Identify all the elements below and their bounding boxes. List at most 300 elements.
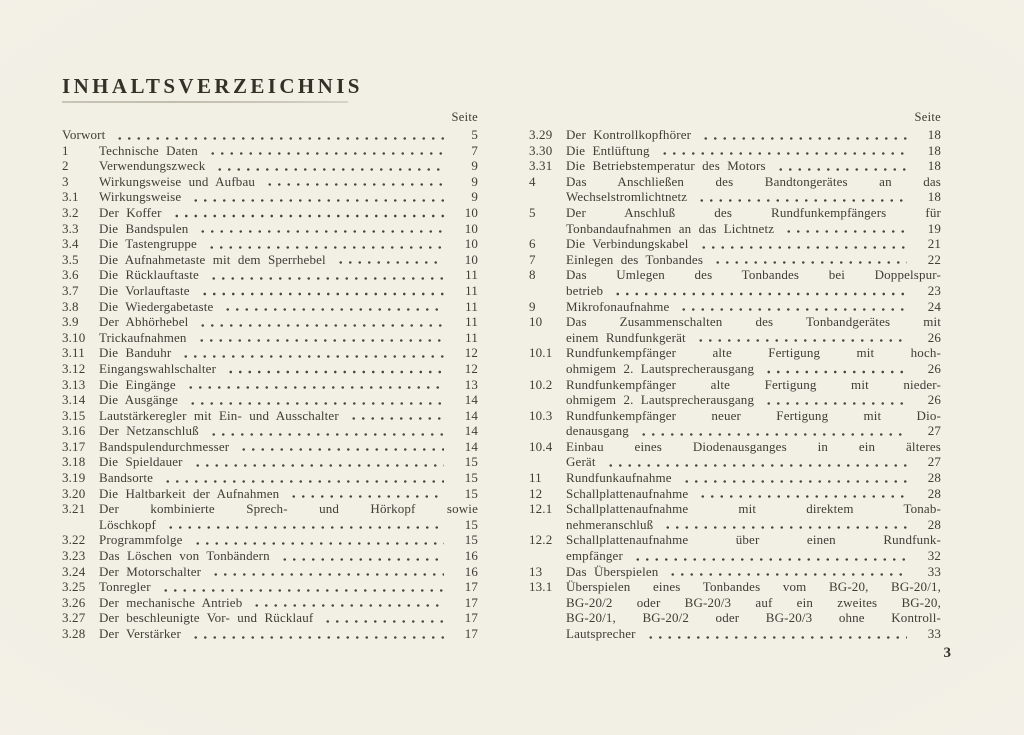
entry-title: Eingangswahlschalter: [99, 360, 217, 376]
indent-spacer: [529, 361, 566, 377]
entry-title: BG-20/2 oder BG-20/3 auf ein zweites BG-20,: [566, 594, 941, 610]
entry-title: Die Rücklauftaste: [99, 267, 199, 283]
entry-title: Der Motorschalter: [99, 563, 202, 579]
toc-row: [62, 267, 478, 283]
indent-spacer: [62, 517, 99, 533]
entry-page-number: 19: [927, 220, 941, 236]
dot-leader: [774, 158, 907, 174]
entry-number: 3.4: [62, 236, 79, 252]
dot-leader: [170, 205, 444, 221]
toc-row: [62, 392, 478, 408]
entry-page-number: 16: [464, 548, 478, 564]
dot-leader: [661, 517, 907, 533]
toc-row: [62, 377, 478, 393]
entry-page-number: 17: [464, 579, 478, 595]
page-number: 3: [943, 645, 951, 661]
dot-leader: [113, 127, 444, 143]
dot-leader: [189, 626, 444, 642]
entry-page-number: 26: [927, 360, 941, 376]
indent-spacer: [529, 595, 566, 611]
entry-page-number: 15: [464, 532, 478, 548]
toc-row: [529, 486, 941, 502]
entry-number: 1: [62, 142, 69, 158]
entry-number: 3.26: [62, 594, 86, 610]
toc-row: [62, 330, 478, 346]
entry-number: 10.1: [529, 345, 553, 361]
entry-number: 3.17: [62, 438, 86, 454]
entry-page-number: 32: [927, 548, 941, 564]
dot-leader: [198, 283, 444, 299]
entry-number: 3.14: [62, 392, 86, 408]
toc-row: [62, 174, 478, 190]
dot-leader: [221, 299, 444, 315]
entry-number: 3.13: [62, 376, 86, 392]
entry-title: Das Löschen von Tonbändern: [99, 548, 270, 564]
dot-leader: [697, 236, 907, 252]
entry-page-number: 11: [465, 314, 478, 330]
toc-row: [529, 283, 941, 299]
toc-row: [529, 454, 941, 470]
entry-title: Die Bandspulen: [99, 220, 189, 236]
toc-row: [62, 532, 478, 548]
entry-title: Überspielen eines Tonbandes vom BG-20, BG-20/1,: [566, 579, 941, 595]
entry-title: nehmeranschluß: [566, 516, 654, 532]
toc-row: [62, 236, 478, 252]
toc-row: [62, 439, 478, 455]
entry-number: 3.6: [62, 267, 79, 283]
entry-title: Der Verstärker: [99, 626, 181, 641]
entry-title: Die Aufnahmetaste mit dem Sperrhebel: [99, 251, 326, 267]
entry-page-number: 16: [464, 563, 478, 579]
entry-page-number: 15: [464, 454, 478, 470]
entry-number: 13.1: [529, 579, 553, 595]
page-title: INHALTSVERZEICHNIS: [62, 74, 363, 98]
toc-row: [529, 610, 941, 626]
toc-row: [62, 548, 478, 564]
toc-row: [62, 143, 478, 159]
toc-row: [529, 548, 941, 564]
toc-row: [62, 314, 478, 330]
entry-page-number: 14: [464, 438, 478, 454]
entry-number: 10.3: [529, 407, 553, 423]
dot-leader: [782, 221, 907, 237]
entry-title: Einlegen des Tonbandes: [566, 251, 704, 267]
entry-number: 9: [529, 298, 536, 314]
title-underline: [62, 101, 348, 103]
entry-number: 3.22: [62, 532, 86, 548]
entry-title: Schallplattenaufnahme: [566, 485, 689, 501]
toc-row: [529, 314, 941, 330]
entry-number: 10.2: [529, 376, 553, 392]
entry-title: Der Kontrollkopfhörer: [566, 127, 692, 142]
entry-page-number: 18: [927, 142, 941, 158]
entry-number: 10: [529, 314, 543, 330]
entry-title: Der Koffer: [99, 204, 162, 220]
toc-row: [529, 377, 941, 393]
dot-leader: [207, 423, 444, 439]
dot-leader: [195, 330, 444, 346]
entry-number: 3: [62, 173, 69, 189]
dot-leader: [321, 610, 444, 626]
entry-page-number: 18: [927, 127, 941, 142]
dot-leader: [184, 377, 444, 393]
indent-spacer: [529, 610, 566, 626]
entry-title: Rundfunkempfänger alte Fertigung mit nieder-: [566, 376, 941, 392]
entry-page-number: 14: [464, 407, 478, 423]
entry-page-number: 14: [464, 392, 478, 408]
entry-title: Lautsprecher: [566, 626, 636, 641]
entry-page-number: 9: [471, 189, 478, 205]
indent-spacer: [529, 392, 566, 408]
dot-leader: [189, 189, 444, 205]
toc-row: [62, 610, 478, 626]
entry-title: ohmigem 2. Lautsprecherausgang: [566, 360, 755, 376]
entry-page-number: 13: [464, 376, 478, 392]
dot-leader: [161, 470, 444, 486]
entry-number: 3.3: [62, 220, 79, 236]
entry-title: Bandspulendurchmesser: [99, 438, 230, 454]
dot-leader: [699, 127, 907, 143]
dot-leader: [164, 517, 444, 533]
entry-title: Das Umlegen des Tonbandes bei Doppelspur-: [566, 267, 941, 283]
entry-page-number: 10: [464, 204, 478, 220]
toc-row: [529, 564, 941, 580]
toc-row: [62, 127, 478, 143]
dot-leader: [186, 392, 444, 408]
entry-title: Tonbandaufnahmen an das Lichtnetz: [566, 220, 775, 236]
dot-leader: [604, 454, 907, 470]
entry-number: 3.25: [62, 579, 86, 595]
toc-row: [529, 345, 941, 361]
dot-leader: [347, 408, 444, 424]
dot-leader: [631, 548, 907, 564]
entry-title: ohmigem 2. Lautsprecherausgang: [566, 392, 755, 408]
toc-row: [62, 158, 478, 174]
entry-page-number: 23: [927, 282, 941, 298]
entry-title: Programmfolge: [99, 532, 183, 548]
entry-title: Wirkungsweise: [99, 189, 182, 205]
toc-row: [529, 330, 941, 346]
toc-row: [529, 392, 941, 408]
toc-row: [62, 486, 478, 502]
entry-number: 2: [62, 158, 69, 174]
entry-title: Die Betriebstemperatur des Motors: [566, 158, 766, 174]
toc-row: [62, 454, 478, 470]
entry-page-number: 9: [471, 173, 478, 189]
indent-spacer: [529, 189, 566, 205]
entry-title: Schallplattenaufnahme mit direktem Tonab-: [566, 501, 941, 517]
toc-row: [62, 579, 478, 595]
entry-title: Der Anschluß des Rundfunkempfängers für: [566, 204, 941, 220]
entry-number: 12.1: [529, 501, 553, 517]
toc-row: [62, 345, 478, 361]
toc-row: [529, 470, 941, 486]
toc-row: [62, 626, 478, 642]
entry-number: 12.2: [529, 532, 553, 548]
dot-leader: [191, 532, 444, 548]
entry-page-number: 21: [927, 236, 941, 252]
toc-row: [62, 283, 478, 299]
toc-row: [62, 205, 478, 221]
entry-number: 3.27: [62, 610, 86, 626]
entry-page-number: 24: [927, 298, 941, 314]
entry-title: Vorwort: [62, 127, 106, 142]
toc-row: [529, 252, 941, 268]
toc-row: [529, 299, 941, 315]
indent-spacer: [529, 548, 566, 564]
toc-row: [529, 205, 941, 221]
entry-title: Rundfunkaufnahme: [566, 470, 672, 486]
entry-number: 5: [529, 204, 536, 220]
dot-leader: [278, 548, 444, 564]
indent-spacer: [529, 517, 566, 533]
dot-leader: [680, 470, 907, 486]
entry-number: 3.5: [62, 251, 79, 267]
entry-number: 3.31: [529, 158, 553, 174]
entry-page-number: 10: [464, 236, 478, 252]
entry-page-number: 33: [927, 626, 941, 641]
toc-row: [529, 626, 941, 642]
entry-title: Trickaufnahmen: [99, 329, 187, 345]
entry-title: Gerät: [566, 454, 596, 470]
entry-page-number: 28: [927, 485, 941, 501]
dot-leader: [695, 189, 907, 205]
toc-row: [529, 408, 941, 424]
entry-number: 3.19: [62, 470, 86, 486]
dot-leader: [711, 252, 907, 268]
entry-title: Tonregler: [99, 579, 151, 595]
toc-row: [529, 579, 941, 595]
dot-leader: [196, 314, 444, 330]
dot-leader: [694, 330, 907, 346]
toc-row: [529, 174, 941, 190]
indent-spacer: [529, 221, 566, 237]
entry-page-number: 14: [464, 423, 478, 439]
entry-page-number: 26: [927, 392, 941, 408]
entry-page-number: 10: [464, 251, 478, 267]
entry-title: Die Spieldauer: [99, 454, 183, 470]
toc-row: [62, 517, 478, 533]
dot-leader: [224, 361, 444, 377]
entry-title: Wirkungsweise und Aufbau: [99, 173, 256, 189]
entry-number: 10.4: [529, 438, 553, 454]
entry-page-number: 17: [464, 610, 478, 626]
toc-row: [529, 595, 941, 611]
entry-title: BG-20/1, BG-20/2 oder BG-20/3 ohne Kontroll-: [566, 610, 941, 626]
dot-leader: [191, 454, 444, 470]
entry-title: Der Netzanschluß: [99, 423, 199, 439]
entry-title: betrieb: [566, 282, 604, 298]
toc-row: [529, 439, 941, 455]
indent-spacer: [529, 626, 566, 642]
dot-leader: [658, 143, 907, 159]
toc-row: [529, 423, 941, 439]
indent-spacer: [529, 283, 566, 299]
entry-number: 13: [529, 563, 543, 579]
toc-row: [529, 532, 941, 548]
toc-row: [529, 143, 941, 159]
dot-leader: [206, 143, 444, 159]
indent-spacer: [529, 423, 566, 439]
entry-title: Mikrofonaufnahme: [566, 298, 670, 314]
toc-row: [62, 470, 478, 486]
dot-leader: [237, 439, 444, 455]
dot-leader: [611, 283, 907, 299]
dot-leader: [677, 299, 907, 315]
entry-number: 7: [529, 251, 536, 267]
entry-title: Bandsorte: [99, 470, 154, 486]
dot-leader: [696, 486, 907, 502]
entry-title: Löschkopf: [99, 516, 156, 532]
dot-leader: [334, 252, 444, 268]
toc-row: [62, 564, 478, 580]
indent-spacer: [529, 330, 566, 346]
entry-number: 3.23: [62, 548, 86, 564]
toc-row: [529, 361, 941, 377]
entry-number: 11: [529, 470, 542, 486]
entry-page-number: 12: [464, 360, 478, 376]
dot-leader: [196, 221, 444, 237]
entry-title: empfänger: [566, 548, 623, 564]
dot-leader: [205, 236, 444, 252]
entry-page-number: 17: [464, 594, 478, 610]
toc-row: [62, 423, 478, 439]
entry-title: Die Verbindungskabel: [566, 236, 689, 252]
dot-leader: [250, 595, 444, 611]
entry-page-number: 5: [471, 127, 478, 142]
entry-number: 3.20: [62, 485, 86, 501]
toc-row: [529, 221, 941, 237]
entry-page-number: 11: [465, 298, 478, 314]
entry-title: Einbau eines Diodenausganges in ein älteres: [566, 438, 941, 454]
dot-leader: [762, 392, 907, 408]
entry-number: 8: [529, 267, 536, 283]
toc-row: [529, 501, 941, 517]
toc-row: [62, 501, 478, 517]
entry-number: 4: [529, 173, 536, 189]
toc-row: [62, 221, 478, 237]
entry-page-number: 27: [927, 423, 941, 439]
entry-title: einem Rundfunkgerät: [566, 329, 686, 345]
entry-page-number: 7: [471, 142, 478, 158]
entry-number: 3.12: [62, 360, 86, 376]
entry-title: Die Eingänge: [99, 376, 176, 392]
entry-title: Die Banduhr: [99, 345, 172, 361]
entry-page-number: 18: [927, 158, 941, 174]
dot-leader: [159, 579, 444, 595]
entry-number: 3.30: [529, 142, 553, 158]
indent-spacer: [529, 454, 566, 470]
toc-row: [62, 595, 478, 611]
dot-leader: [213, 158, 444, 174]
entry-page-number: 15: [464, 470, 478, 486]
entry-number: 3.16: [62, 423, 86, 439]
toc-row: [62, 189, 478, 205]
entry-title: Das Anschließen des Bandtongerätes an das: [566, 173, 941, 189]
entry-title: Die Haltbarkeit der Aufnahmen: [99, 485, 280, 501]
entry-page-number: 28: [927, 516, 941, 532]
dot-leader: [263, 174, 444, 190]
entry-number: 3.10: [62, 329, 86, 345]
entry-number: 3.21: [62, 501, 86, 517]
toc-row: [62, 408, 478, 424]
entry-title: Die Tastengruppe: [99, 236, 197, 252]
entry-number: 3.8: [62, 298, 79, 314]
entry-number: 3.2: [62, 204, 79, 220]
entry-title: denausgang: [566, 423, 629, 439]
entry-number: 3.29: [529, 127, 553, 142]
entry-page-number: 27: [927, 454, 941, 470]
entry-page-number: 11: [465, 267, 478, 283]
entry-title: Das Überspielen: [566, 563, 659, 579]
entry-title: Die Ausgänge: [99, 392, 178, 408]
entry-title: Der kombinierte Sprech- und Hörkopf sowie: [99, 501, 478, 517]
toc-row: [529, 189, 941, 205]
toc-row: [529, 158, 941, 174]
entry-number: 3.11: [62, 345, 85, 361]
entry-title: Verwendungszweck: [99, 158, 206, 174]
entry-number: 3.7: [62, 282, 79, 298]
entry-number: 3.28: [62, 626, 86, 641]
entry-title: Lautstärkeregler mit Ein- und Ausschalter: [99, 407, 339, 423]
entry-title: Der beschleunigte Vor- und Rücklauf: [99, 610, 314, 626]
entry-title: Wechselstromlichtnetz: [566, 189, 688, 205]
entry-page-number: 28: [927, 470, 941, 486]
entry-title: Der Abhörhebel: [99, 314, 189, 330]
toc-column-left: [62, 127, 478, 642]
entry-number: 6: [529, 236, 536, 252]
dot-leader: [762, 361, 907, 377]
dot-leader: [666, 564, 907, 580]
entry-number: 3.24: [62, 563, 86, 579]
entry-number: 3.15: [62, 407, 86, 423]
entry-page-number: 15: [464, 516, 478, 532]
entry-page-number: 26: [927, 329, 941, 345]
dot-leader: [179, 345, 444, 361]
entry-page-number: 22: [927, 251, 941, 267]
entry-title: Die Vorlauftaste: [99, 282, 190, 298]
entry-title: Das Zusammenschalten des Tonbandgerätes mit: [566, 314, 941, 330]
entry-page-number: 11: [465, 282, 478, 298]
entry-title: Technische Daten: [99, 142, 198, 158]
dot-leader: [637, 423, 907, 439]
entry-number: 3.9: [62, 314, 79, 330]
entry-number: 3.18: [62, 454, 86, 470]
toc-row: [62, 299, 478, 315]
entry-title: Rundfunkempfänger alte Fertigung mit hoch-: [566, 345, 941, 361]
seite-header-right: Seite: [914, 110, 941, 124]
entry-title: Schallplattenaufnahme über einen Rundfunk-: [566, 532, 941, 548]
entry-page-number: 10: [464, 220, 478, 236]
entry-page-number: 12: [464, 345, 478, 361]
dot-leader: [209, 564, 444, 580]
dot-leader: [287, 486, 444, 502]
entry-page-number: 33: [927, 563, 941, 579]
entry-title: Die Wiedergabetaste: [99, 298, 214, 314]
entry-page-number: 9: [471, 158, 478, 174]
dot-leader: [644, 626, 907, 642]
entry-title: Die Entlüftung: [566, 142, 650, 158]
toc-row: [529, 517, 941, 533]
entry-title: Der mechanische Antrieb: [99, 594, 243, 610]
toc-row: [529, 267, 941, 283]
entry-title: Rundfunkempfänger neuer Fertigung mit Dio-: [566, 407, 941, 423]
dot-leader: [207, 267, 444, 283]
entry-page-number: 17: [464, 626, 478, 641]
toc-column-right: [529, 127, 941, 642]
entry-page-number: 15: [464, 485, 478, 501]
entry-page-number: 11: [465, 329, 478, 345]
